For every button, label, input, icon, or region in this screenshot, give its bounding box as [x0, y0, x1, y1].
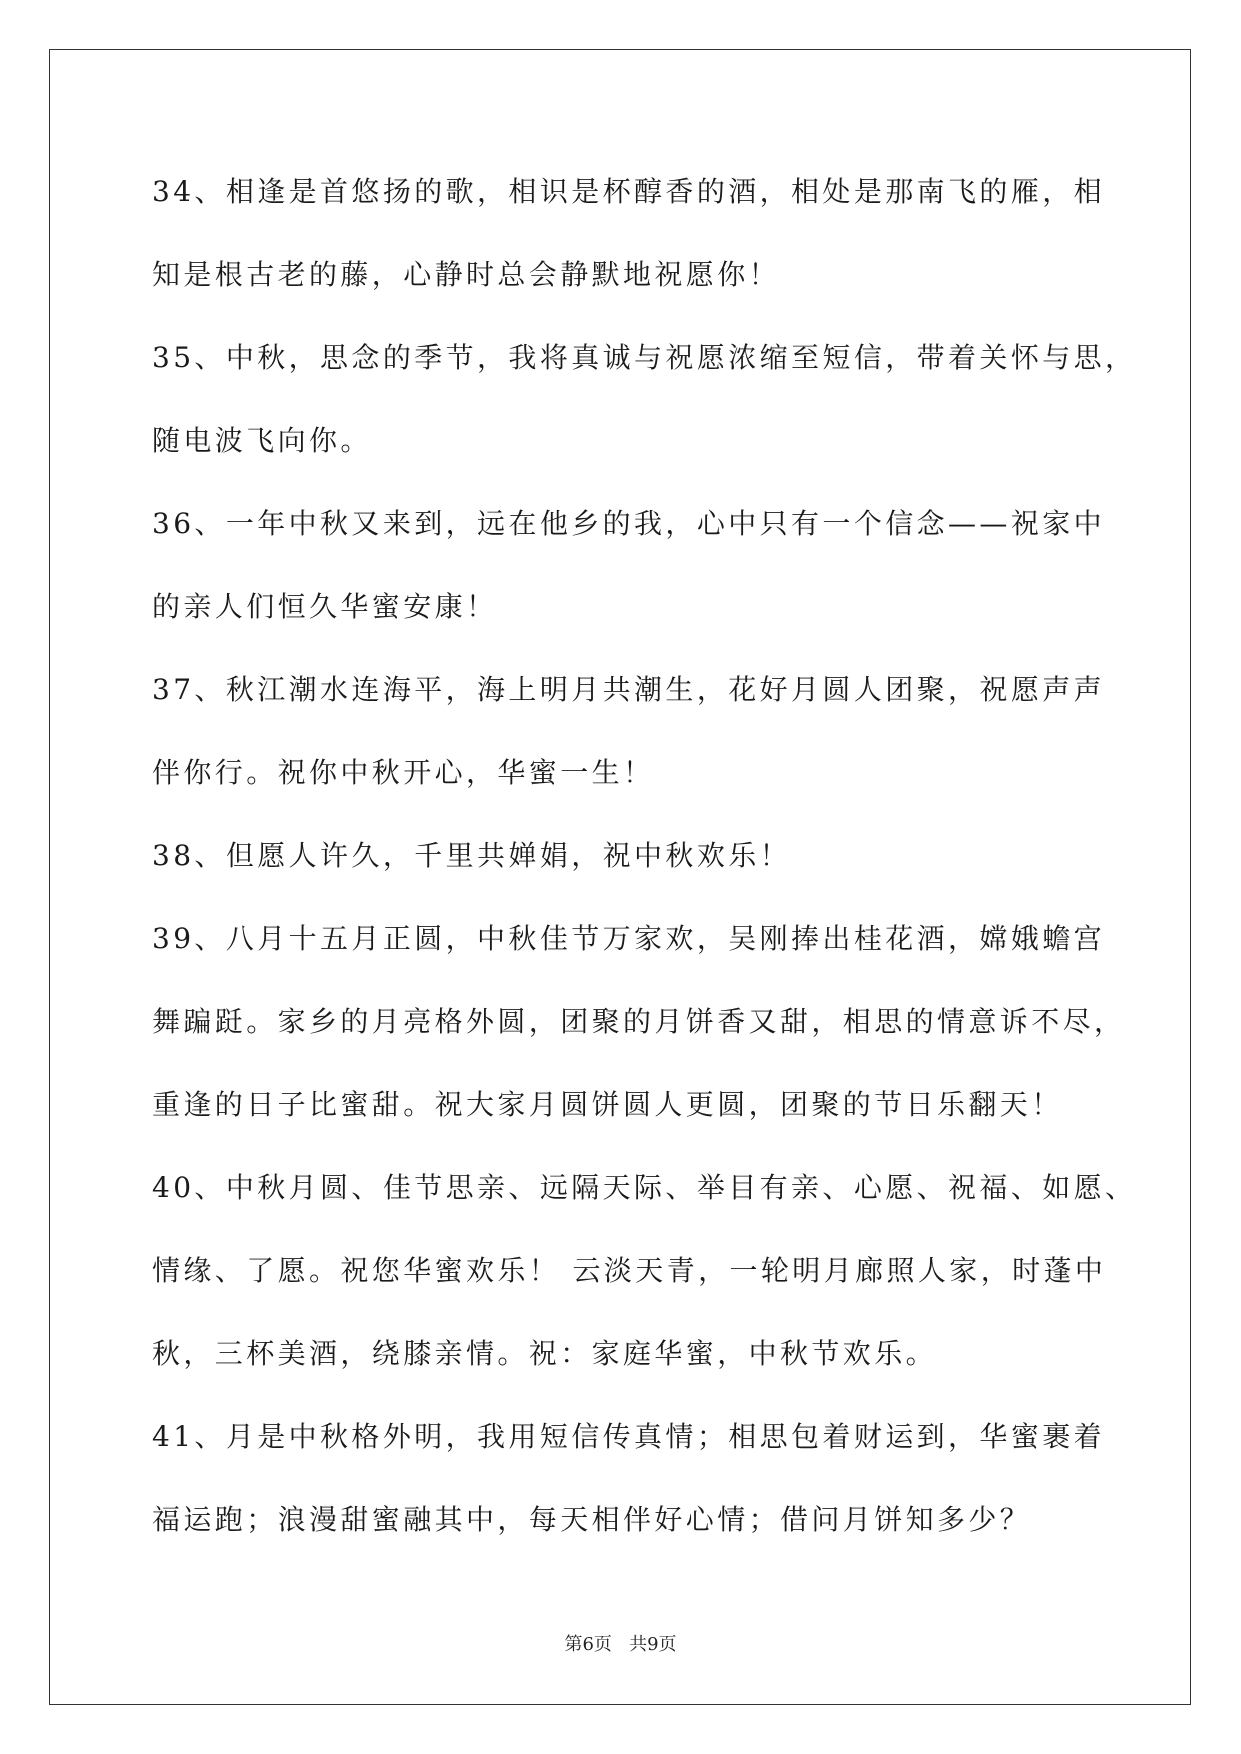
text-line: 37、秋江潮水连海平，海上明月共潮生，花好月圆人团聚，祝愿声声 [152, 673, 1106, 706]
text-line: 34、相逢是首悠扬的歌，相识是杯醇香的酒，相处是那南飞的雁，相 [152, 175, 1106, 208]
text-line: 秋，三杯美酒，绕膝亲情。祝：家庭华蜜，中秋节欢乐。 [152, 1337, 938, 1370]
text-line: 舞蹁跹。家乡的月亮格外圆，团聚的月饼香又甜，相思的情意诉不尽， [152, 1005, 1126, 1038]
text-line: 40、中秋月圆、佳节思亲、远隔天际、举目有亲、心愿、祝福、如愿、 [152, 1171, 1137, 1204]
page-footer [0, 1634, 1241, 1656]
total-prefix: 共 [629, 1634, 648, 1655]
text-line: 35、中秋，思念的季节，我将真诚与祝愿浓缩至短信，带着关怀与思， [152, 341, 1137, 374]
document-body [152, 162, 1137, 1573]
page-suffix: 页 [593, 1634, 612, 1655]
text-line: 伴你行。祝你中秋开心，华蜜一生！ [152, 756, 655, 789]
text-line: 41、月是中秋格外明，我用短信传真情；相思包着财运到，华蜜裹着 [152, 1420, 1106, 1453]
text-line: 36、一年中秋又来到，远在他乡的我，心中只有一个信念——祝家中 [152, 507, 1106, 540]
text-line: 随电波飞向你。 [152, 424, 372, 457]
page-current: 6 [582, 1634, 594, 1655]
total-suffix: 页 [658, 1634, 677, 1655]
page-total: 9 [647, 1634, 659, 1655]
text-line: 的亲人们恒久华蜜安康！ [152, 590, 498, 623]
text-line: 情缘、了愿。祝您华蜜欢乐！ 云淡天青，一轮明月廊照人家，时蓬中 [152, 1254, 1107, 1287]
text-line: 38、但愿人许久，千里共婵娟，祝中秋欢乐！ [152, 839, 792, 872]
text-line: 39、八月十五月正圆，中秋佳节万家欢，吴刚捧出桂花酒，嫦娥蟾宫 [152, 922, 1106, 955]
text-line: 知是根古老的藤，心静时总会静默地祝愿你！ [152, 258, 781, 291]
page-prefix: 第 [564, 1634, 583, 1655]
text-line: 福运跑；浪漫甜蜜融其中，每天相伴好心情；借问月饼知多少？ [152, 1503, 1032, 1536]
text-line: 重逢的日子比蜜甜。祝大家月圆饼圆人更圆，团聚的节日乐翻天！ [152, 1088, 1063, 1121]
